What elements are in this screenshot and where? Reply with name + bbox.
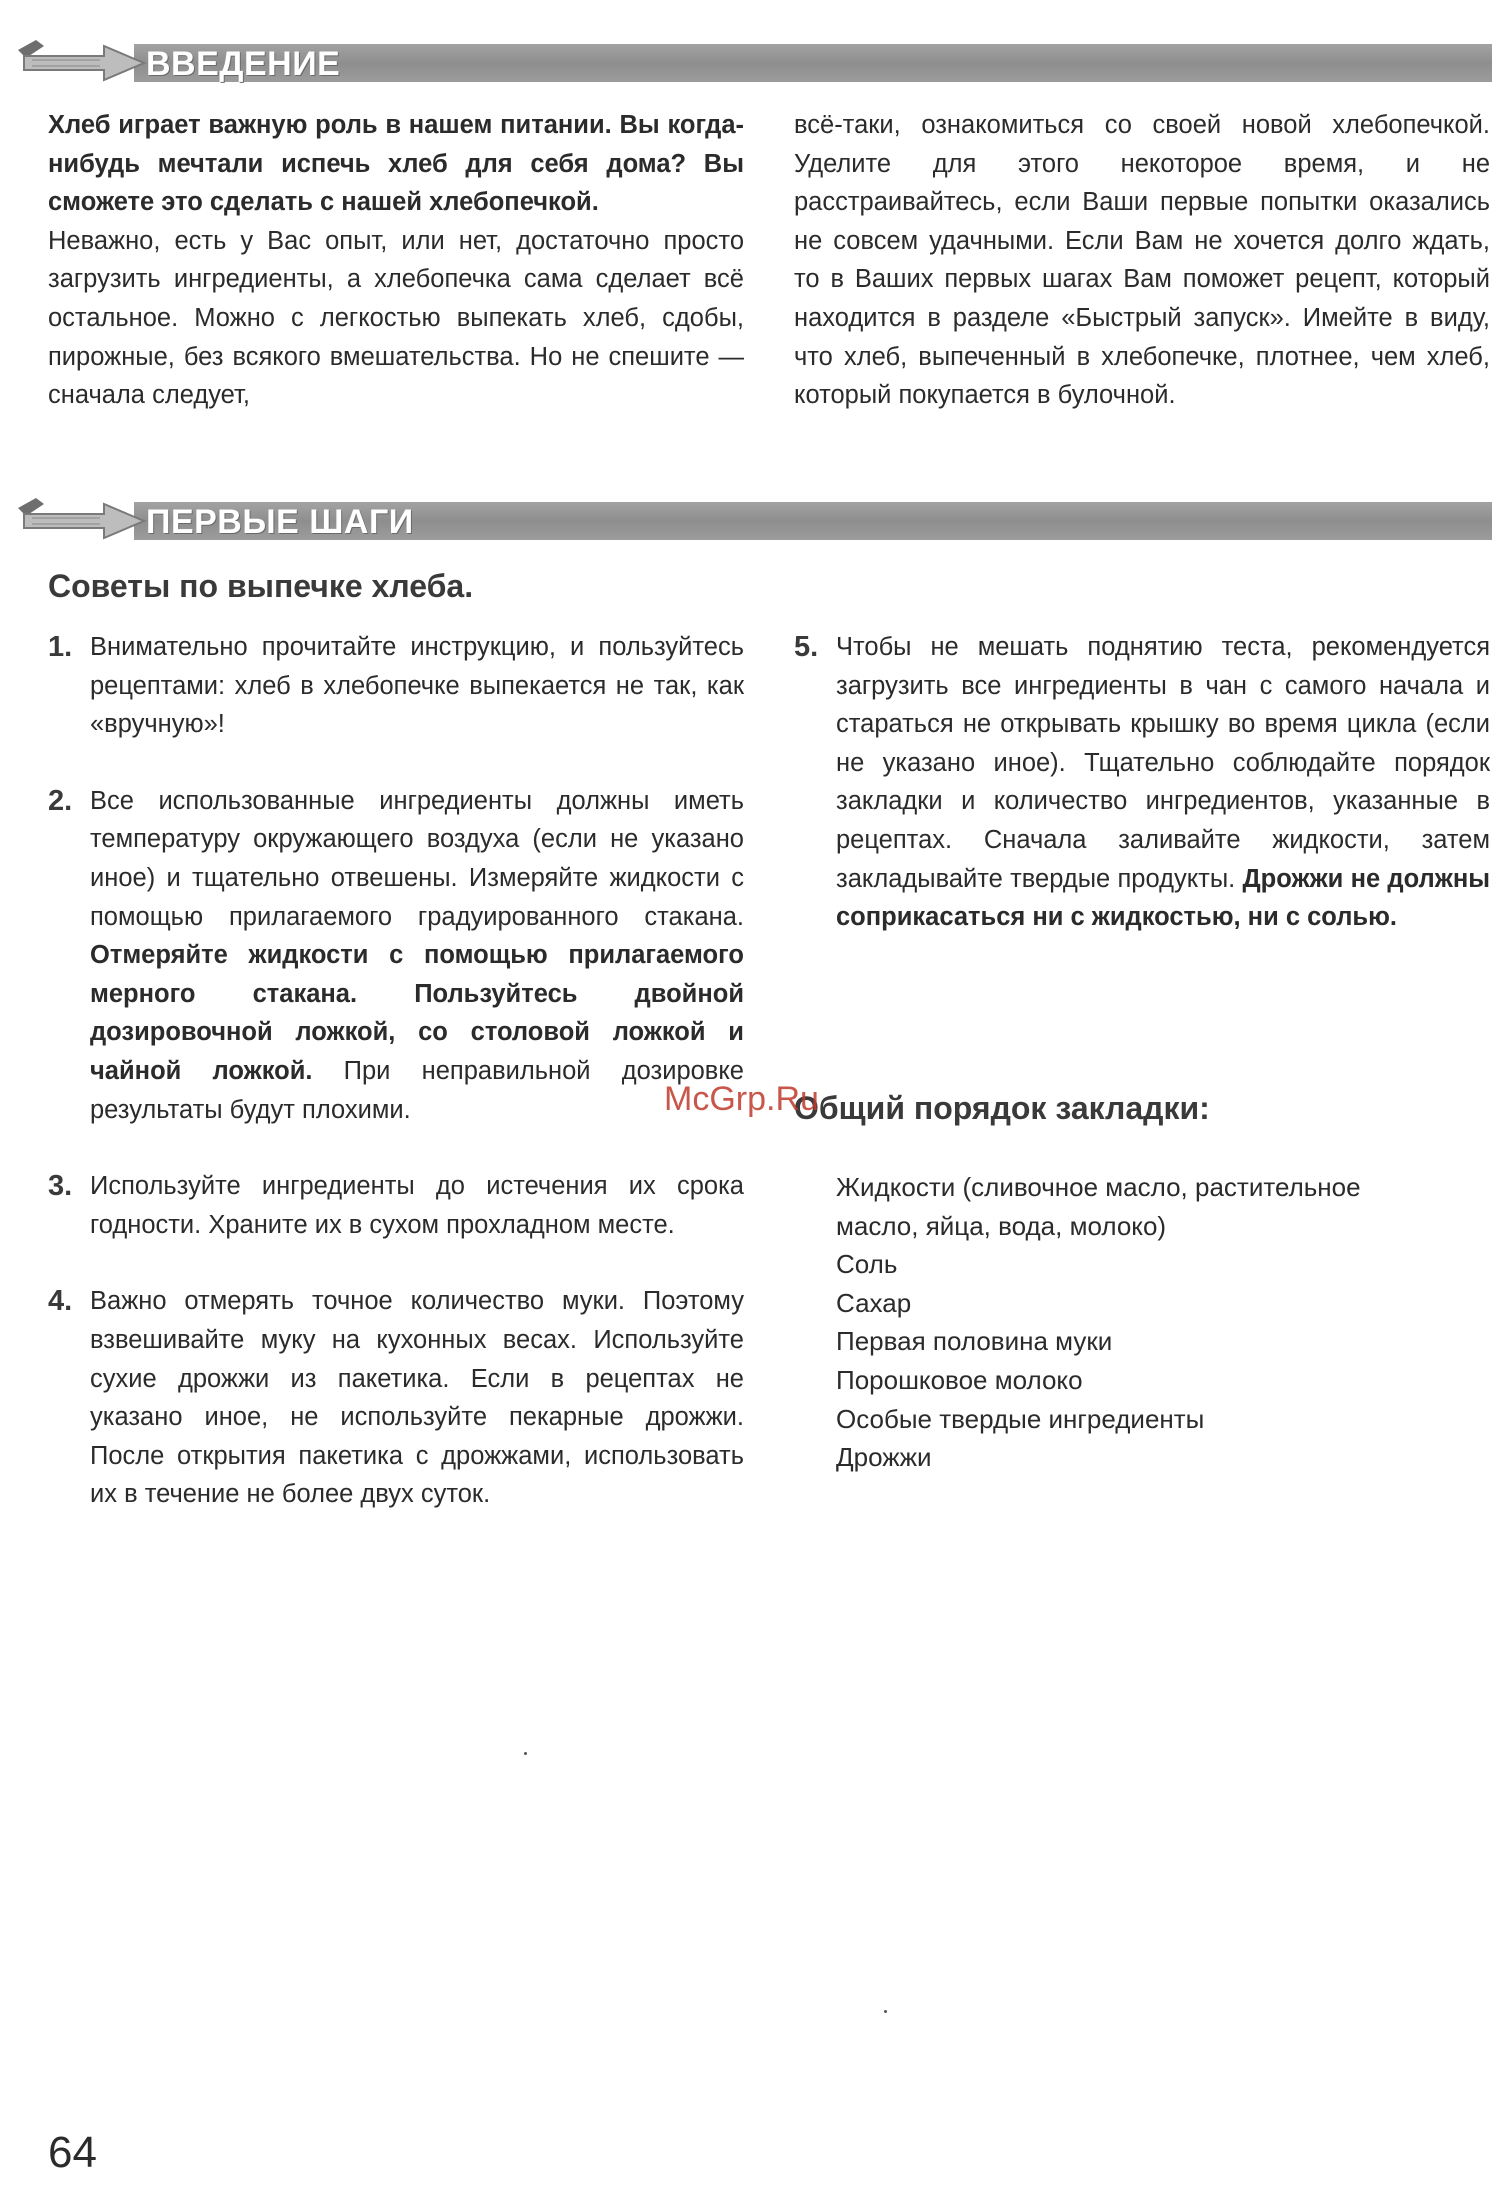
order-item: Первая половина муки: [836, 1326, 1113, 1357]
intro-left-column: [48, 106, 744, 415]
order-list: [836, 1168, 1361, 1477]
tips-heading: Советы по выпечке хлеба.: [48, 568, 474, 604]
watermark: McGrp.Ru: [664, 1080, 819, 1118]
section-band-steps: [14, 494, 1492, 548]
order-item: Сахар: [836, 1287, 912, 1318]
section-title-steps: ПЕРВЫЕ ШАГИ: [146, 503, 414, 541]
tip-item: [48, 782, 744, 1129]
intro-right-column: [794, 106, 1490, 415]
tip-text: Используйте ингредиенты до истечения их срока годности. Храните их в сухом прохладном месте.: [90, 1172, 744, 1239]
order-item: Особые твердые ингредиенты: [836, 1403, 1205, 1434]
tip-text: Важно отмерять точное количество муки. Поэтому взвешивайте муку на кухонных весах. Используйте сухие дрожжи из пакетика. Если в рецептах не указано иное, не используйте пекарные дрожжи. После открытия пакетика с дрожжами, использовать их в течение не более двух суток.: [90, 1287, 744, 1509]
order-heading: Общий порядок закладки:: [794, 1090, 1210, 1126]
tip-item: [48, 1167, 744, 1244]
tips-left-column: [48, 628, 744, 1552]
tip-text: Все использованные ингредиенты должны иметь температуру окружающего воздуха (если не указано иное) и тщательно отвешены. Измеряйте жидкости с помощью прилагаемого градуированного стакана.: [90, 786, 744, 931]
tip-text: Чтобы не мешать поднятию теста, рекомендуется загрузить все ингредиенты в чан с самого начала и стараться не открывать крышку во время цикла (если не указано иное). Тщательно соблюдайте порядок закладки и количество ингредиентов, указанные в рецептах. Сначала заливайте жидкости, затем закладывайте твердые продукты.: [836, 633, 1490, 893]
intro-lead: Хлеб играет важную роль в нашем питании. Вы когда-нибудь мечтали испечь хлеб для себя дома? Вы сможете это сделать с нашей хлебопечкой.: [48, 111, 744, 217]
tip-item: [48, 1282, 744, 1514]
arrow-pencil-icon: [14, 494, 164, 548]
intro-body-right: всё-таки, ознакомиться со своей новой хлебопечкой. Уделите для этого некоторое время, и не расстраивайтесь, если Ваши первые попытки оказались не совсем удачными. Если Вам не хочется долго ждать, то в Ваших первых шагах Вам поможет рецепт, который находится в разделе «Быстрый запуск». Имейте в виду, что хлеб, выпеченный в хлебопечке, плотнее, чем хлеб, который покупается в булочной.: [794, 111, 1490, 410]
tip-number: 2.: [48, 784, 73, 817]
order-item: Жидкости (сливочное масло, растительное: [836, 1172, 1361, 1202]
speck: [884, 2010, 887, 2013]
tip-number: 4.: [48, 1285, 73, 1318]
tip-text: При неправильной дозировке результаты будут плохими.: [90, 1056, 744, 1124]
tips-right-column: [794, 628, 1490, 975]
arrow-pencil-icon: [14, 36, 164, 90]
page-number: 64: [48, 2128, 97, 2177]
section-title-intro: ВВЕДЕНИЕ: [146, 45, 341, 83]
tip-text-bold: Дрожжи не должны соприкасаться ни с жидкостью, ни с солью.: [836, 864, 1491, 932]
section-band-intro: [14, 36, 1492, 90]
speck: [524, 1752, 527, 1755]
tip-number: 5.: [794, 631, 819, 663]
tip-number: 1.: [48, 631, 73, 663]
order-item: Дрожжи: [836, 1442, 932, 1473]
tip-item: [794, 628, 1490, 937]
order-item: Порошковое молоко: [836, 1364, 1083, 1395]
tip-item: [48, 628, 744, 744]
order-item: масло, яйца, вода, молоко): [836, 1210, 1167, 1241]
intro-body-left: Неважно, есть у Вас опыт, или нет, достаточно просто загрузить ингредиенты, а хлебопечка сама сделает всё остальное. Можно с легкостью выпекать хлеб, сдобы, пирожные, без всякого вмешательства. Но не спешите — сначала следует,: [48, 226, 744, 410]
order-item: Соль: [836, 1249, 898, 1280]
tip-number: 3.: [48, 1170, 73, 1203]
tip-text: Внимательно прочитайте инструкцию, и пользуйтесь рецептами: хлеб в хлебопечке выпекается не так, как «вручную»!: [90, 633, 744, 739]
tip-text-bold: Отмеряйте жидкости с помощью прилагаемого мерного стакана. Пользуйтесь двойной дозировочной ложкой, со столовой ложкой и чайной ложкой.: [90, 941, 744, 1085]
